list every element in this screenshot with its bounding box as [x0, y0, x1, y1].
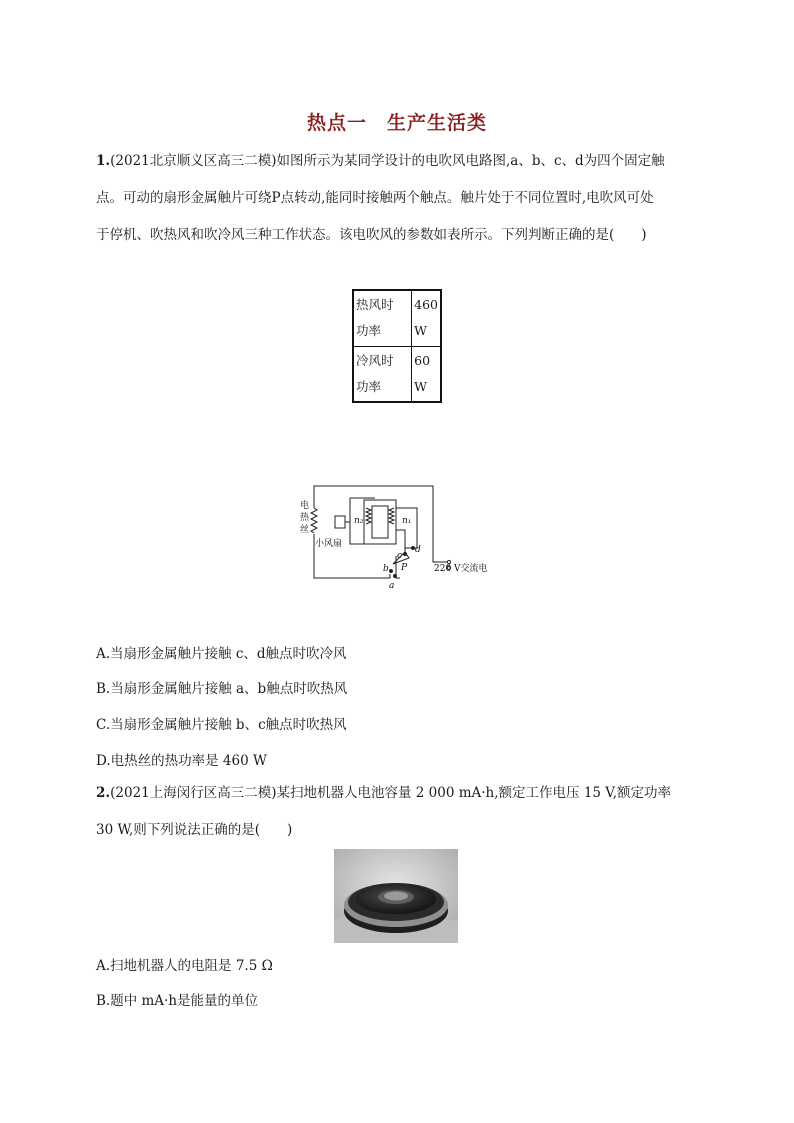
robot-vacuum-photo — [334, 849, 458, 943]
hot-power-label-2: 功率 — [356, 323, 382, 339]
q2-line-2: 30 W,则下列说法正确的是( ) — [96, 822, 293, 838]
power-table — [352, 289, 442, 403]
q1-line-3: 于停机、吹热风和吹冷风三种工作状态。该电吹风的参数如表所示。下列判断正确的是( ) — [96, 227, 647, 243]
heater-label-3: 丝 — [300, 525, 310, 535]
q1-number: 1. — [96, 153, 111, 169]
q1-option-c: C.当扇形金属触片接触 b、c触点时吹热风 — [96, 717, 347, 733]
contact-b-label: b — [383, 564, 389, 574]
n2-label: n₂ — [354, 516, 364, 526]
cold-power-label-2: 功率 — [356, 378, 382, 394]
cold-power-label-1: 冷风时 — [356, 352, 394, 368]
q1-stem-line-1 — [96, 146, 706, 177]
cold-power-label — [353, 346, 412, 402]
pivot-p-label: P — [401, 563, 408, 573]
q1-option-b: B.当扇形金属触片接触 a、b触点时吹热风 — [96, 681, 348, 697]
hot-power-label-1: 热风时 — [356, 297, 394, 313]
q2-number: 2. — [96, 785, 111, 801]
q2-stem-line-1 — [96, 778, 706, 809]
heater-label-1: 电 — [300, 501, 310, 511]
q1-option-a: A.当扇形金属触片接触 c、d触点时吹冷风 — [96, 646, 347, 662]
contact-c-label: c — [397, 551, 403, 561]
source-label: 220 V交流电 — [434, 564, 488, 574]
q1-line-2: 点。可动的扇形金属触片可绕P点转动,能同时接触两个触点。触片处于不同位置时,电吹风可处 — [96, 190, 654, 206]
heater-label-2: 热 — [300, 513, 310, 523]
n1-label: n₁ — [402, 516, 412, 526]
cold-power-value: 60 W — [412, 346, 441, 402]
circuit-diagram — [297, 478, 502, 588]
page-title: 热点一 生产生活类 — [306, 112, 487, 134]
hot-power-label — [353, 290, 412, 346]
hot-power-unit: W — [414, 323, 427, 339]
contact-d-label: d — [415, 545, 421, 555]
fan-label: 小风扇 — [315, 539, 343, 549]
hot-power-number: 460 — [414, 297, 438, 313]
table-row — [353, 290, 441, 346]
q1-option-d: D.电热丝的热功率是 460 W — [96, 753, 267, 769]
table-row — [353, 346, 441, 402]
hot-power-value — [412, 290, 441, 346]
q2-option-a: A.扫地机器人的电阻是 7.5 Ω — [96, 958, 273, 974]
q2-line-1: (2021上海闵行区高三二模)某扫地机器人电池容量 2 000 mA·h,额定工作电压 15 V,额定功率 — [110, 785, 671, 801]
q1-line-1: (2021北京顺义区高三二模)如图所示为某同学设计的电吹风电路图,a、b、c、d为四个固定触 — [110, 153, 665, 169]
contact-a-label: a — [389, 581, 395, 588]
q2-option-b: B.题中 mA·h是能量的单位 — [96, 993, 259, 1009]
